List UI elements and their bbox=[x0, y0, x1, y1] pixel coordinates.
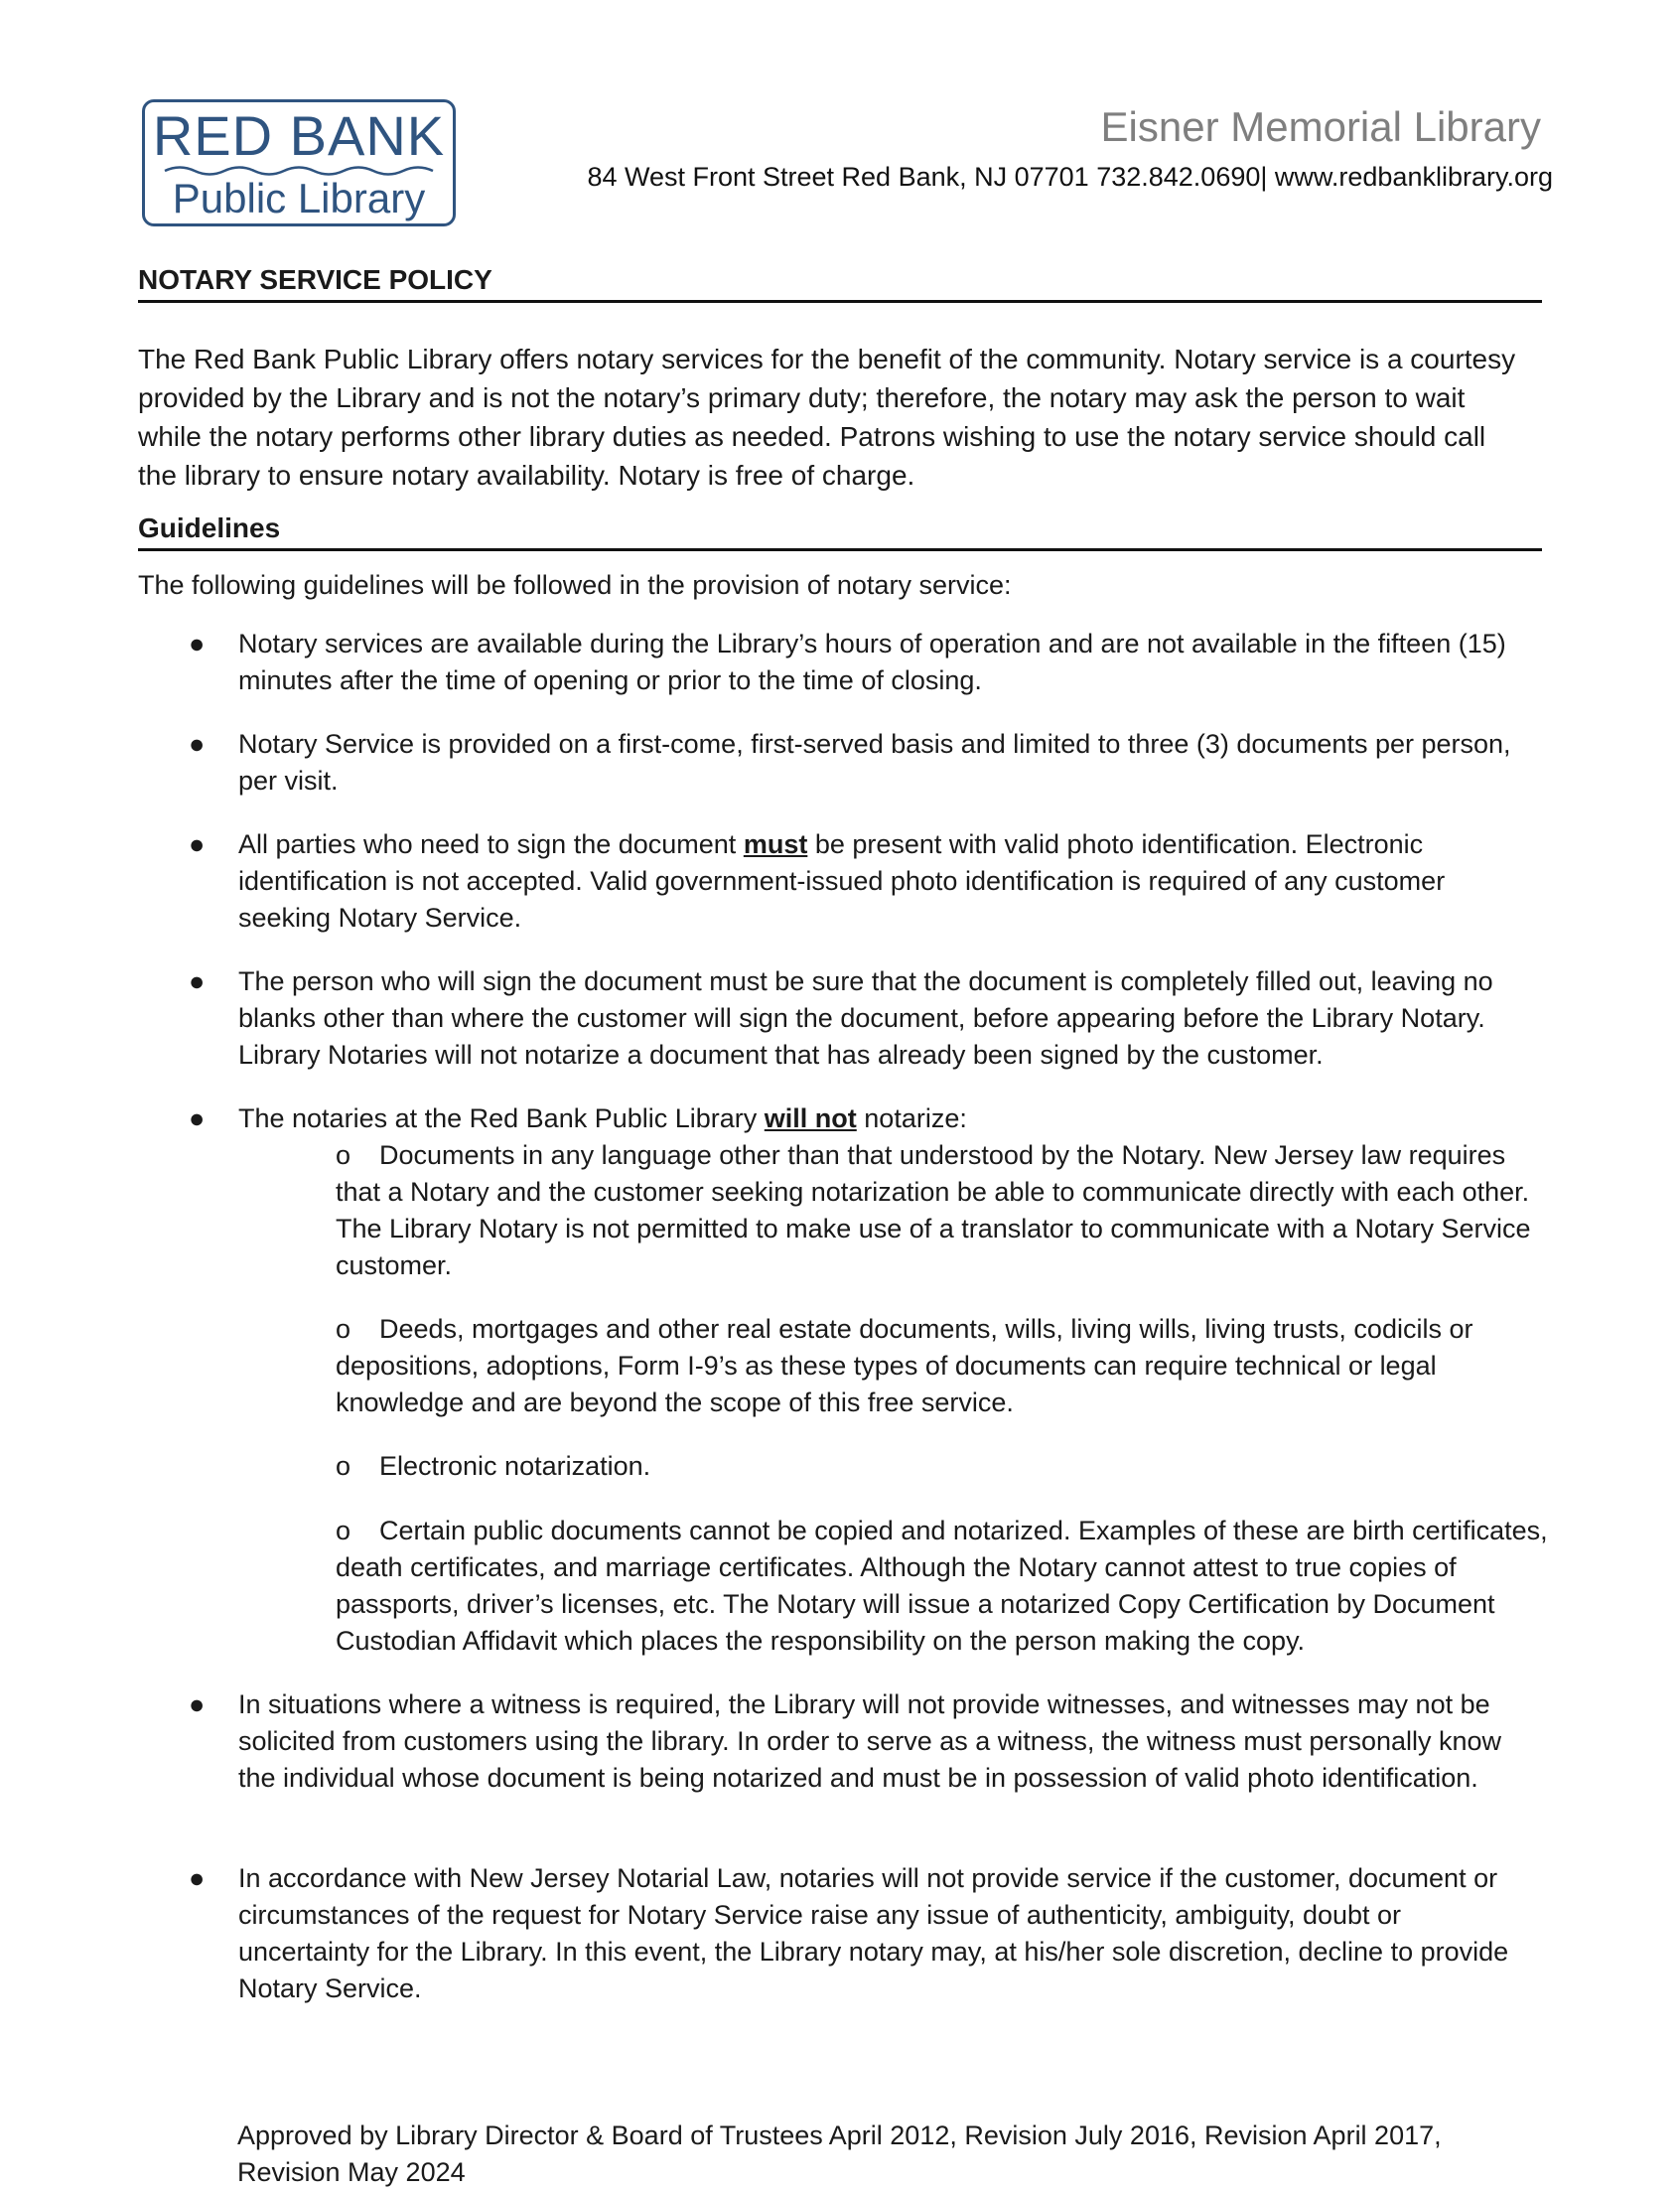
text-segment: be present with valid photo identification. Electronic identification is not accepted. Valid government-issued photo identification is required of any customer seeking Notary Service. bbox=[238, 829, 1446, 933]
list-item-text: In situations where a witness is required, the Library will not provide witnesses, and witnesses may not be solicited from customers using the library. In order to serve as a witness, the witness must personally know the individual whose document is being notarized and must be in possession of valid photo identification. bbox=[238, 1689, 1502, 1793]
emphasis-must: must bbox=[743, 829, 808, 859]
bullet-icon: ● bbox=[189, 1689, 206, 1719]
list-item bbox=[189, 826, 1519, 937]
approval-footer: Approved by Library Director & Board of Trustees April 2012, Revision July 2016, Revision April 2017, Revision May 2024 bbox=[237, 2120, 1442, 2187]
list-item-text: Notary services are available during the Library’s hours of operation and are not available in the fifteen (15) minutes after the time of opening or prior to the time of closing. bbox=[238, 629, 1506, 695]
logo-line-1: RED BANK bbox=[152, 104, 446, 167]
text-segment: notarize: bbox=[856, 1103, 967, 1133]
sub-list-item bbox=[336, 1311, 1552, 1421]
intro-paragraph: The Red Bank Public Library offers notary services for the benefit of the community. Notary service is a courtesy provided by the Library and is not the notary’s primary duty; therefore, the notary may ask the person to wait while the notary performs other library duties as needed. Patrons wishing to use the notary service should call the library to ensure notary availability. Notary is free of charge. bbox=[138, 344, 1516, 491]
text-segment: All parties who need to sign the document bbox=[238, 829, 744, 859]
emphasis-will-not: will not bbox=[764, 1103, 857, 1133]
sub-item-text: Deeds, mortgages and other real estate documents, wills, living wills, living trusts, codicils or depositions, adoptions, Form I-9’s as these types of documents can require technical or legal knowledge and are beyond the scope of this free service. bbox=[336, 1314, 1473, 1417]
list-item-text bbox=[238, 826, 1519, 937]
sub-list-item bbox=[336, 1513, 1552, 1660]
logo-line-2: Public Library bbox=[172, 175, 426, 221]
list-item bbox=[189, 1860, 1519, 2007]
list-item bbox=[189, 726, 1519, 800]
sub-item-text: Electronic notarization. bbox=[379, 1451, 651, 1481]
bullet-icon: ● bbox=[189, 966, 206, 996]
list-item bbox=[189, 963, 1519, 1074]
sub-bullet-icon: o bbox=[336, 1140, 351, 1170]
sub-list-item bbox=[336, 1137, 1552, 1284]
list-item bbox=[189, 626, 1519, 699]
list-item-text: In accordance with New Jersey Notarial Law, notaries will not provide service if the customer, document or circumstances of the request for Notary Service raise any issue of authenticity, ambiguity, doubt or uncertainty for the Library. In this event, the Library notary may, at his/her sole discretion, decline to provide Notary Service. bbox=[238, 1863, 1509, 2003]
list-item-text: The person who will sign the document must be sure that the document is completely filled out, leaving no blanks other than where the customer will sign the document, before appearing before the Library Notary. Library Notaries will not notarize a document that has already been signed by the customer. bbox=[238, 966, 1493, 1070]
guidelines-heading: Guidelines bbox=[138, 512, 1542, 551]
library-logo bbox=[142, 99, 456, 226]
library-address: 84 West Front Street Red Bank, NJ 07701 732.842.0690| www.redbanklibrary.org bbox=[587, 162, 1553, 192]
sub-bullet-icon: o bbox=[336, 1516, 351, 1545]
sub-bullet-icon: o bbox=[336, 1314, 351, 1344]
sub-item-text: Certain public documents cannot be copied and notarized. Examples of these are birth certificates, death certificates, and marriage certificates. Although the Notary cannot attest to true copies of passports, driver’s licenses, etc. The Notary will issue a notarized Copy Certification by Document Custodian Affidavit which places the responsibility on the person making the copy. bbox=[336, 1516, 1548, 1656]
bullet-icon: ● bbox=[189, 1103, 206, 1133]
bullet-icon: ● bbox=[189, 629, 206, 658]
bullet-icon: ● bbox=[189, 829, 206, 859]
list-item bbox=[189, 1686, 1519, 1797]
sub-list-item bbox=[336, 1448, 1552, 1485]
text-segment: The notaries at the Red Bank Public Library bbox=[238, 1103, 765, 1133]
sub-item-text: Documents in any language other than that understood by the Notary. New Jersey law requires that a Notary and the customer seeking notarization be able to communicate directly with each other. The Library Notary is not permitted to make use of a translator to communicate with a Notary Service customer. bbox=[336, 1140, 1531, 1280]
library-name: Eisner Memorial Library bbox=[1100, 103, 1541, 150]
list-item-text: Notary Service is provided on a first-come, first-served basis and limited to three (3) documents per person, per visit. bbox=[238, 729, 1511, 796]
sub-bullet-icon: o bbox=[336, 1451, 351, 1481]
list-item-text bbox=[238, 1100, 1519, 1137]
list-item bbox=[189, 1100, 1519, 1137]
page-title: NOTARY SERVICE POLICY bbox=[138, 264, 1542, 303]
bullet-icon: ● bbox=[189, 729, 206, 759]
guidelines-lead: The following guidelines will be followed in the provision of notary service: bbox=[138, 570, 1012, 600]
bullet-icon: ● bbox=[189, 1863, 206, 1893]
